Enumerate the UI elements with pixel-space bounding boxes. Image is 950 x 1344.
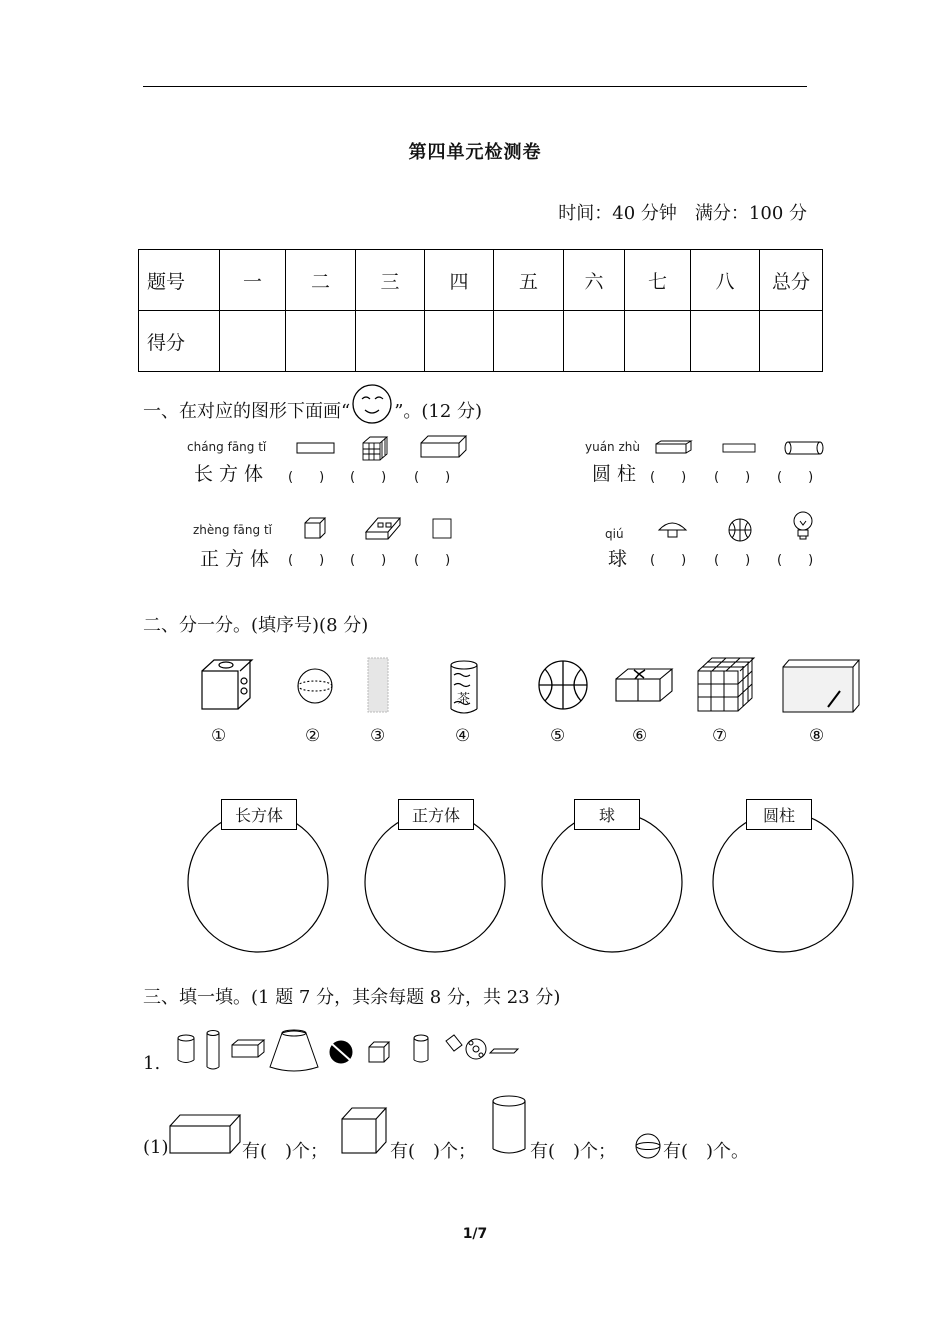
sphere-icon [633,1131,663,1161]
item-number: ⑥ [632,726,648,746]
score-cell: 七 [625,250,691,311]
circle-label: 球 [574,799,640,830]
cuboid-icon [168,1110,244,1158]
item-number: ② [305,726,321,746]
score-cell: 得分 [139,311,220,372]
count-blank[interactable]: 有( )个； [390,1141,477,1162]
question-number: 1. [143,1053,161,1074]
label-cylinder: 圆柱 [592,463,643,485]
thin-box-icon [655,440,695,456]
score-input-cell[interactable] [691,311,760,372]
label-cube: 正方体 [200,548,276,570]
circle-label: 长方体 [221,799,297,830]
flat-rectangle-icon [296,440,336,458]
smiley-icon [350,396,394,420]
pipe-cylinder-icon [783,440,827,456]
circle-label: 圆柱 [746,799,812,830]
count-blank[interactable]: 有( )个； [530,1141,617,1162]
pinyin-cylinder: yuán zhù [585,440,640,454]
score-cell: 八 [691,250,760,311]
section1-heading-after: ”。(12 分) [394,401,483,422]
score-cell: 总分 [760,250,823,311]
sort-circle-sphere[interactable] [540,810,686,956]
answer-blank[interactable]: ( ) [350,553,387,568]
small-cube-icon [304,517,328,541]
section3-heading: 三、填一填。(1 题 7 分，其余每题 8 分，共 23 分) [143,987,561,1008]
thin-slab-icon [722,442,758,454]
sort-circle-cuboid[interactable] [186,810,332,956]
score-cell: 六 [564,250,625,311]
sub-question-label: (1) [143,1137,169,1158]
score-input-cell[interactable] [425,311,494,372]
sort-circle-cylinder[interactable] [711,810,857,956]
rubik-cube-icon [361,436,391,462]
page-title: 第四单元检测卷 [408,142,542,163]
cube-box-icon [199,657,257,713]
label-cuboid: 长方体 [194,463,270,485]
sphere-icon [295,664,339,708]
answer-blank[interactable]: ( ) [288,553,325,568]
score-table-score-row [139,311,823,372]
rubik-cube-icon [696,656,758,714]
score-input-cell[interactable] [625,311,691,372]
item-number: ③ [370,726,386,746]
tissue-box-icon [780,657,862,715]
count-blank[interactable]: 有( )个； [242,1141,329,1162]
answer-blank[interactable]: ( ) [777,553,814,568]
item-number: ④ [455,726,471,746]
item-number: ① [211,726,227,746]
section1-heading-before: 一、在对应的图形下面画“ [143,401,351,422]
answer-blank[interactable]: ( ) [650,470,687,485]
item-number: ⑦ [712,726,728,746]
pinyin-cube: zhèng fāng tǐ [193,523,272,537]
mushroom-icon [657,519,689,541]
tea-label: 茶 [457,692,471,707]
section1-heading [143,397,482,424]
circle-label: 正方体 [398,799,474,830]
score-input-cell[interactable] [286,311,356,372]
square-icon [432,518,454,540]
gift-box-icon [613,666,675,706]
pinyin-sphere: qiú [605,527,624,541]
answer-blank[interactable]: ( ) [650,553,687,568]
score-cell: 题号 [139,250,220,311]
score-cell: 一 [220,250,286,311]
score-input-cell[interactable] [760,311,823,372]
exam-meta: 时间：40 分钟 满分：100 分 [558,203,807,224]
score-cell: 三 [356,250,425,311]
score-cell: 四 [425,250,494,311]
score-cell: 五 [494,250,564,311]
shape-row-icons [174,1027,524,1075]
cube-icon [340,1105,390,1157]
socket-block-icon [364,516,404,542]
page-number: 1/7 [462,1226,488,1242]
basketball-icon [537,659,591,713]
score-table [138,249,823,372]
eraser-icon [365,656,393,714]
answer-blank[interactable]: ( ) [777,470,814,485]
score-input-cell[interactable] [564,311,625,372]
score-table-header-row [139,250,823,311]
label-sphere: 球 [608,548,634,570]
sort-circle-cube[interactable] [363,810,509,956]
section2-heading: 二、分一分。(填序号)(8 分) [143,615,369,636]
answer-blank[interactable]: ( ) [288,470,325,485]
answer-blank[interactable]: ( ) [714,470,751,485]
score-input-cell[interactable] [356,311,425,372]
answer-blank[interactable]: ( ) [350,470,387,485]
answer-blank[interactable]: ( ) [414,553,451,568]
basketball-icon [727,517,753,543]
answer-blank[interactable]: ( ) [714,553,751,568]
cuboid-icon [419,434,469,460]
score-input-cell[interactable] [494,311,564,372]
item-number: ⑤ [550,726,566,746]
cylinder-icon [490,1093,530,1159]
score-input-cell[interactable] [220,311,286,372]
count-blank[interactable]: 有( )个。 [663,1141,750,1162]
pinyin-cuboid: cháng fāng tǐ [187,440,267,454]
item-number: ⑧ [809,726,825,746]
answer-blank[interactable]: ( ) [414,470,451,485]
score-cell: 二 [286,250,356,311]
top-rule [143,86,807,87]
lightbulb-icon [791,510,815,544]
